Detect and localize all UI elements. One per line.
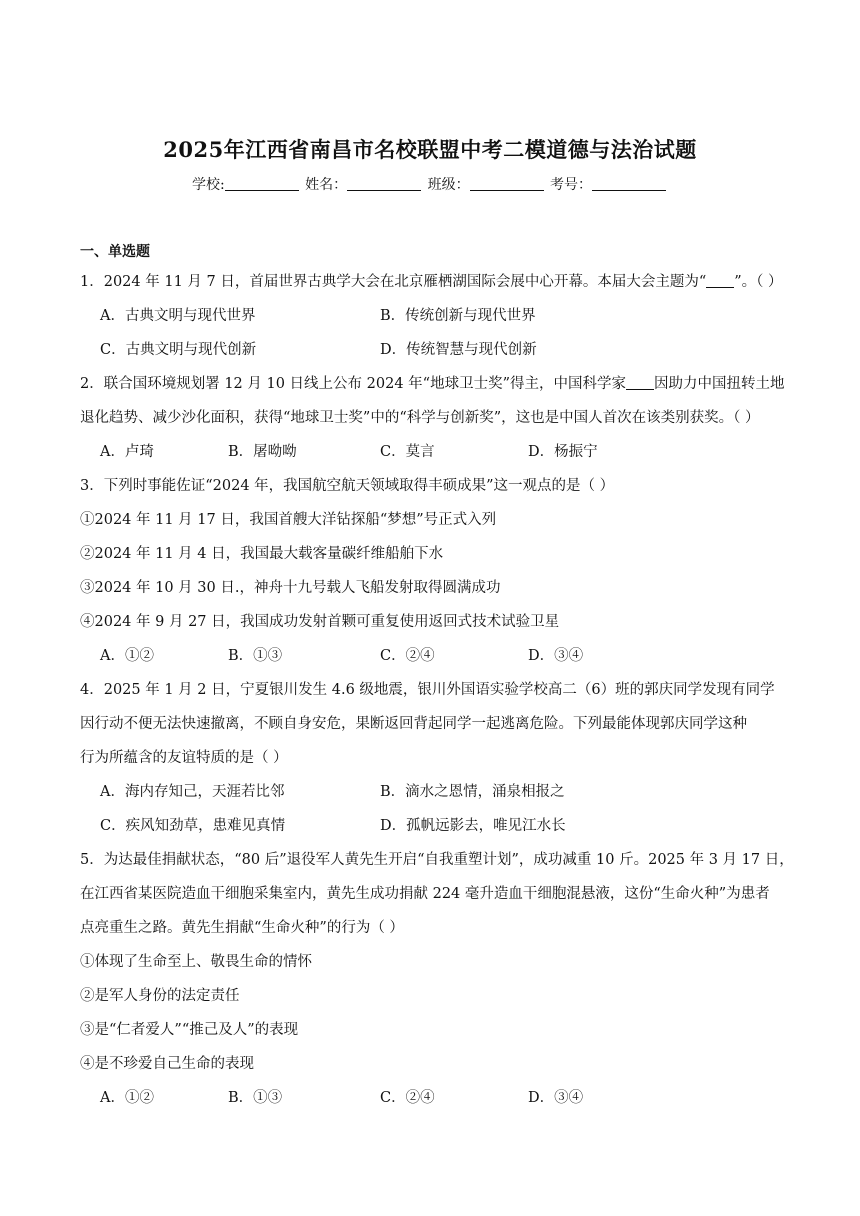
q5-statement-1: ①体现了生命至上、敬畏生命的情怀 [80,954,312,970]
q1-option-b: B．传统创新与现代世界 [380,308,536,324]
q2-stem-part-a: 2．联合国环境规划署 12 月 10 日线上公布 2024 年“地球卫士奖”得主，中国科学家 [80,376,627,392]
q5-option-d: D．③④ [528,1090,584,1106]
q1-option-c: C．古典文明与现代创新 [100,342,257,358]
q3-option-b: B．①③ [228,648,283,664]
q5-statement-2: ②是军人身份的法定责任 [80,988,240,1004]
q1-stem [80,270,785,291]
q5-statement-4: ④是不珍爱自己生命的表现 [80,1056,254,1072]
section-heading: 一、单选题 [80,244,150,260]
q2-option-c: C．莫言 [380,444,435,460]
q3-option-c: C．②④ [380,648,435,664]
q4-option-c: C．疾风知劲草，患难见真情 [100,818,286,834]
school-label: 学校: [191,177,225,193]
q1-option-d: D．传统智慧与现代创新 [380,342,537,358]
q2-answer-blank [626,375,654,390]
q3-statement-4: ④2024 年 9 月 27 日，我国成功发射首颗可重复使用返回式技术试验卫星 [80,614,560,630]
q1-answer-blank [706,273,734,288]
q5-option-b: B．①③ [228,1090,283,1106]
page-title: 2025年江西省南昌市名校联盟中考二模道德与法治试题 [163,137,697,162]
name-label: 姓名： [305,177,348,193]
q5-stem-line2: 在江西省某医院造血干细胞采集室内，黄先生成功捐献 224 毫升造血干细胞混悬液，这份“生命火种”为患者 [80,886,770,902]
q5-stem-line1: 5．为达最佳捐献状态，“80 后”退役军人黄先生开启“自我重塑计划”，成功减重 10 斤。2025 年 3 月 17 日， [80,852,794,868]
q3-statement-3: ③2024 年 10 月 30 日.，神舟十九号载人飞船发射取得圆满成功 [80,580,501,596]
q4-option-a: A．海内存知己，天涯若比邻 [100,784,285,800]
q5-stem-line3: 点亮重生之路。黄先生捐献“生命火种”的行为（ ） [80,920,404,936]
q4-stem-line2: 因行动不便无法快速撤离，不顾自身安危，果断返回背起同学一起逃离危险。下列最能体现郭庆同学这种 [80,716,747,732]
q5-option-a: A．①② [100,1090,154,1106]
q2-option-d: D．杨振宁 [528,444,598,460]
q3-option-d: D．③④ [528,648,584,664]
q2-stem-line2: 退化趋势、减少沙化面积，获得“地球卫士奖”中的“科学与创新奖”，这也是中国人首次在该类别获奖。（ ） [80,410,760,426]
q3-statement-2: ②2024 年 11 月 4 日，我国最大载客量碳纤维船舶下水 [80,546,444,562]
q3-option-a: A．①② [100,648,154,664]
name-blank[interactable] [347,176,421,191]
q2-option-a: A．卢琦 [100,444,154,460]
q4-option-b: B．滴水之恩情，涌泉相报之 [380,784,565,800]
class-label: 班级： [427,177,470,193]
q3-statement-1: ①2024 年 11 月 17 日，我国首艘大洋钻探船“梦想”号正式入列 [80,512,497,528]
q5-statement-3: ③是“仁者爱人”“推己及人”的表现 [80,1022,299,1038]
q1-stem-part-b: ”。（ ） [734,274,783,290]
q5-option-c: C．②④ [380,1090,435,1106]
class-blank[interactable] [470,176,544,191]
q4-option-d: D．孤帆远影去，唯见江水长 [380,818,566,834]
q2-stem-part-b: 因助力中国扭转土地 [654,376,785,392]
exam-no-label: 考号： [550,177,593,193]
q3-stem: 3．下列时事能佐证“2024 年，我国航空航天领域取得丰硕成果”这一观点的是（ ） [80,478,615,494]
school-blank[interactable] [225,176,299,191]
q2-stem-line1 [80,372,785,393]
q1-option-a: A．古典文明与现代世界 [100,308,256,324]
student-info-line [0,174,860,194]
q4-stem-line3: 行为所蕴含的友谊特质的是（ ） [80,750,288,766]
q4-stem-line1: 4．2025 年 1 月 2 日，宁夏银川发生 4.6 级地震，银川外国语实验学校高二（6）班的郭庆同学发现有同学 [80,682,775,698]
q2-option-b: B．屠呦呦 [228,444,297,460]
exam-no-blank[interactable] [592,176,666,191]
q1-stem-part-a: 1．2024 年 11 月 7 日，首届世界古典学大会在北京雁栖湖国际会展中心开幕。本届大会主题为“ [80,274,707,290]
